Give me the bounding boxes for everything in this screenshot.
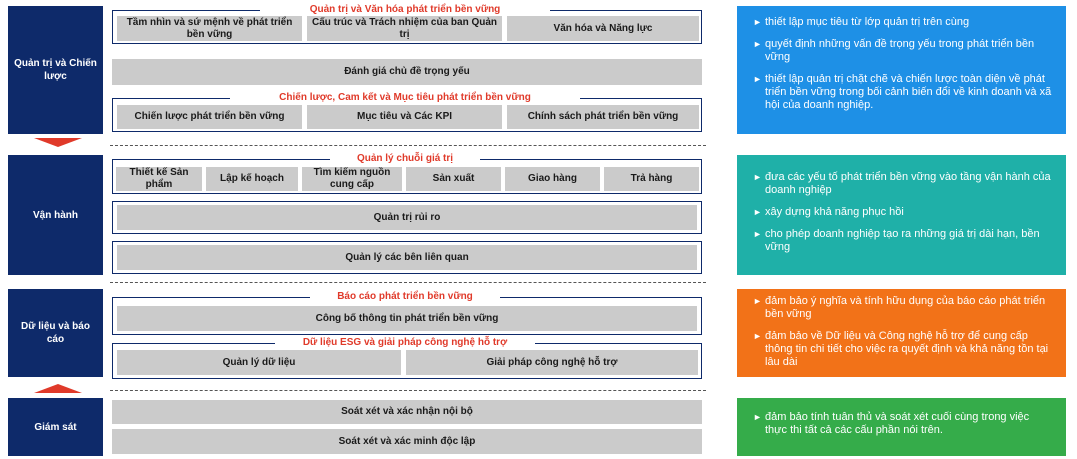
stakeholder-management-box: Quản lý các bên liên quan (117, 245, 697, 270)
governance-description-panel (737, 6, 1066, 134)
board-structure-box: Cấu trúc và Trách nhiệm của ban Quản trị (307, 16, 502, 41)
monitoring-description-panel (737, 398, 1066, 456)
independent-verification-box: Soát xét và xác minh độc lập (112, 429, 702, 454)
governance-culture-title: Quản trị và Văn hóa phát triển bền vững (260, 4, 550, 16)
up-arrow-icon (34, 384, 82, 393)
operations-description-panel (737, 155, 1066, 275)
bullet-icon: ► (753, 412, 762, 422)
strategy-targets-title: Chiến lược, Cam kết và Mục tiêu phát triển bền vững (230, 92, 580, 104)
vision-mission-box: Tầm nhìn và sứ mệnh về phát triển bền vững (117, 16, 302, 41)
sustainability-policy-box: Chính sách phát triển bền vững (507, 105, 699, 129)
culture-capability-box: Văn hóa và Năng lực (507, 16, 699, 41)
panel-bullet: ► đưa các yếu tố phát triển bền vững vào tầng vận hành của doanh nghiệp (753, 171, 1051, 196)
sustainability-strategy-box: Chiến lược phát triển bền vững (117, 105, 302, 129)
down-arrow-icon (34, 138, 82, 147)
section-divider (110, 390, 706, 391)
bullet-icon: ► (753, 39, 762, 49)
targets-kpis-box: Mục tiêu và Các KPI (307, 105, 502, 129)
internal-review-box: Soát xét và xác nhận nội bộ (112, 400, 702, 424)
row-label-monitoring: Giám sát (8, 398, 103, 456)
tech-solutions-box: Giải pháp công nghệ hỗ trợ (406, 350, 698, 375)
panel-bullet: ► thiết lập mục tiêu từ lớp quản trị trên cùng (753, 16, 970, 28)
panel-bullet: ► xây dựng khả năng phục hồi (753, 206, 904, 218)
returns-box: Trả hàng (604, 167, 699, 191)
bullet-icon: ► (753, 172, 762, 182)
manufacturing-box: Sản xuất (406, 167, 501, 191)
panel-bullet: ► đảm bảo về Dữ liệu và Công nghệ hỗ trợ để cung cấp thông tin chi tiết cho việc ra quyết định và khả năng tồn tại lâu dài (753, 330, 1049, 368)
section-divider (110, 282, 706, 283)
panel-bullet: ► quyết định những vấn đề trọng yếu trong phát triển bền vững (753, 38, 1035, 63)
planning-box: Lập kế hoạch (206, 167, 298, 191)
row-label-operations: Vận hành (8, 155, 103, 275)
risk-management-box: Quản trị rủi ro (117, 205, 697, 230)
materiality-assessment-box: Đánh giá chủ đề trọng yếu (112, 59, 702, 85)
data-management-box: Quản lý dữ liệu (117, 350, 401, 375)
bullet-icon: ► (753, 296, 762, 306)
row-label-governance: Quản trị và Chiến lược (8, 6, 103, 134)
delivery-box: Giao hàng (505, 167, 600, 191)
product-design-box: Thiết kế Sản phẩm (116, 167, 202, 191)
panel-bullet: ► cho phép doanh nghiệp tạo ra những giá trị dài hạn, bền vững (753, 228, 1040, 253)
panel-bullet: ► đảm bảo tính tuân thủ và soát xét cuối cùng trong việc thực thi tất cả các cấu phần nói trên. (753, 411, 1030, 436)
panel-bullet: ► đảm bảo ý nghĩa và tính hữu dụng của báo cáo phát triển bền vững (753, 295, 1046, 320)
bullet-icon: ► (753, 207, 762, 217)
panel-bullet: ► thiết lập quản trị chặt chẽ và chiến lược toàn diện về phát triển bền vững trong bối cảnh biến đổi về kinh doanh và xã hội của doanh nghiệp. (753, 73, 1052, 111)
sourcing-box: Tìm kiếm nguồn cung cấp (302, 167, 402, 191)
bullet-icon: ► (753, 17, 762, 27)
row-label-data-reporting: Dữ liệu và báo cáo (8, 289, 103, 377)
bullet-icon: ► (753, 229, 762, 239)
data-reporting-description-panel (737, 289, 1066, 377)
sustainability-reporting-title: Báo cáo phát triển bền vững (310, 291, 500, 303)
disclosure-box: Công bố thông tin phát triển bền vững (117, 306, 697, 331)
value-chain-title: Quản lý chuỗi giá trị (330, 153, 480, 165)
bullet-icon: ► (753, 74, 762, 84)
bullet-icon: ► (753, 331, 762, 341)
esg-data-title: Dữ liệu ESG và giải pháp công nghệ hỗ trợ (275, 337, 535, 349)
section-divider (110, 145, 706, 146)
